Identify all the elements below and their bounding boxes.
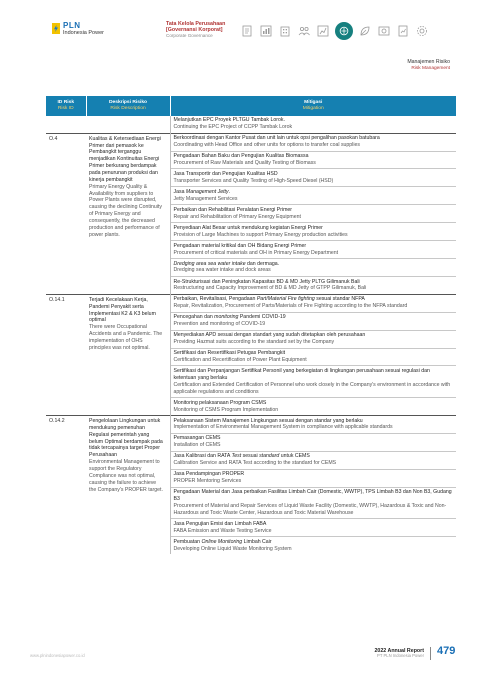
mitigation-text-en: Prevention and monitoring of COVID-19 <box>173 321 266 328</box>
breadcrumb-en: Risk Management <box>411 65 450 71</box>
risk-description-cell <box>86 133 170 294</box>
page-header <box>0 0 480 60</box>
table-row <box>46 133 456 294</box>
page-number: 479 <box>437 645 456 657</box>
header-risk-description-label: Deskripsi Risiko <box>108 100 148 105</box>
mitigation-text-en: Provision of Large Machines to support Primary Energy production activities <box>173 231 348 238</box>
risk-description-en: There were Occupational Accidents and a Pandemic. The implementation of OHS principles was not optimal. <box>89 324 163 351</box>
mitigation-text-en: Transporter Services and Quality Testing of High-Speed Diesel (HSD) <box>173 177 334 184</box>
mitigation-text-en: Installation of CEMS <box>173 442 221 449</box>
mitigation-text-id: Sertifikasi dan Resertifikasi Petugas Pembangkit <box>173 350 286 357</box>
mitigation-text-id: Penyediaan Alat Besar untuk mendukung kegiatan Energi Primer <box>173 224 323 231</box>
mitigation-text-id: Sertifikasi dan Perpanjangan Sertifikat Personil yang berkegiatan di lingkungan perusahaan sesuai regulasi dan ketentuan yang berlaku <box>173 368 430 381</box>
pln-logo-icon <box>52 23 60 34</box>
mitigation-cell <box>170 133 456 294</box>
mitigation-text-id: Menyediakan APD sesuai dengan standart yang sudah ditetapkan oleh perusahaan <box>173 332 366 339</box>
risk-id-cell <box>46 294 86 415</box>
header-risk-description-en: Risk Description <box>110 105 146 111</box>
mitigation-text-id: Berkoordinasi dengan Kantor Pusat dan unit lain untuk opsi pengalihan pasokan batubara <box>173 135 380 142</box>
mitigation-text-id: Jasa Pengujian Emisi dan Limbah FABA <box>173 520 267 527</box>
table-row <box>46 294 456 415</box>
table-row-continuation <box>46 116 456 133</box>
breadcrumb-id: Manajemen Risiko <box>407 59 450 65</box>
mitigation-text-id: Pemasangan CEMS <box>173 435 221 442</box>
risk-id: O.4 <box>49 135 58 142</box>
mitigation-text-en: Certification and Extended Certification of Personnel who work closely in the Company's environment in accordance with applicable regulations and conditions <box>173 381 451 395</box>
mitigation-item <box>171 223 457 241</box>
mitigation-text-en: Coordinating with Head Office and other units for options to transfer coal supplies <box>173 142 360 149</box>
section-title <box>166 21 246 38</box>
footer-url: www.plnindonesiapower.co.id <box>30 653 85 658</box>
risk-description-cell <box>86 294 170 415</box>
mitigation-item <box>171 116 457 133</box>
mitigation-text-id: Jasa Pendampingan PROPER <box>173 471 245 478</box>
mitigation-text-en: Procurement of Raw Materials and Quality Testing of Biomass <box>173 160 316 167</box>
risk-description-en: Primary Energy Quality & Availability from suppliers to Power Plants were disrupted, causing the declining Continuity of Primary Energy and consequently, the decreased production and performance of power plants. <box>89 183 162 238</box>
governance-icon[interactable] <box>335 22 353 40</box>
building-icon[interactable] <box>278 24 292 38</box>
table-header-row <box>46 96 456 116</box>
header-risk-id-en: Risk ID <box>57 105 74 111</box>
risk-description-cell <box>86 116 170 133</box>
mitigation-text-id: Perbaikan dan Rehabilitasi Peralatan Energi Primer <box>173 206 293 213</box>
header-mitigation-en: Mitigation <box>302 105 324 111</box>
footer-divider <box>430 647 431 660</box>
risk-description-en: Environmental Management to support the Regulatory Compliance was not optimal, causing the failure to achieve the Company's PROPER target. <box>89 459 163 493</box>
section-title-line-2: [Governansi Korporat] <box>166 27 223 34</box>
risk-description-id: Terjadi Kecelakaan Kerja, Pandemi Penyakit serta Implementasi K2 & K3 belum optimal <box>89 296 156 324</box>
risk-description-id: Kualitas & Ketersediaan Energi Primer dari pemasok ke Pembangkit terganggu menjadikan Kontinuitas Energi Primer berkurang berdampak pada penurunan produksi dan kinerja pembangkit <box>89 135 161 183</box>
chart-icon[interactable] <box>259 24 273 38</box>
mitigation-text-en: PROPER Mentoring Services <box>173 478 242 485</box>
mitigation-text-en: Dredging sea water intake and dock areas <box>173 267 271 274</box>
mitigation-text-id: Pengadaan Bahan Baku dan Pengujian Kualitas Biomassa <box>173 153 309 160</box>
mitigation-item <box>171 519 457 537</box>
header-risk-description <box>86 96 170 116</box>
company-logo <box>52 22 104 37</box>
mitigation-text-id: Melanjutkan EPC Proyek PLTGU Tambak Lorok. <box>173 117 285 124</box>
footer-report-subtitle: PT PLN Indonesia Power <box>377 653 424 659</box>
footer-report <box>374 648 424 659</box>
mitigation-item <box>171 434 457 452</box>
mitigation-item <box>171 205 457 223</box>
mitigation-text-en: Implementation of Environmental Management System in compliance with applicable standards <box>173 424 393 431</box>
leaf-icon[interactable] <box>358 24 372 38</box>
risk-id: O.14.2 <box>49 417 65 424</box>
mitigation-item <box>171 259 457 277</box>
risk-mitigation-table <box>46 96 456 554</box>
risk-id: O.14.1 <box>49 296 65 303</box>
mitigation-text-en: Providing Hazmat suits according to the standard set by the Company <box>173 339 335 346</box>
section-title-english: Corporate Governance <box>166 33 213 39</box>
risk-id-cell <box>46 415 86 554</box>
mitigation-item <box>171 152 457 170</box>
header-risk-id <box>46 96 86 116</box>
mitigation-item <box>171 313 457 331</box>
mitigation-text-en: Repair, Revitalization, Procurement of Parts/Materials of Fire Fighting according to the NFPA standard <box>173 303 408 310</box>
mitigation-item <box>171 537 457 554</box>
mitigation-item <box>171 187 457 205</box>
mitigation-item <box>171 277 457 294</box>
mitigation-text-en: Certification and Recertification of Power Plant Equipment <box>173 356 307 363</box>
risk-description-cell <box>86 415 170 554</box>
risk-id-cell <box>46 133 86 294</box>
mitigation-text-id: Jasa Management Jetty. <box>173 188 231 195</box>
mitigation-item <box>171 331 457 349</box>
mitigation-text-en: Repair and Rehabilitation of Primary Energy Equipment <box>173 213 301 220</box>
logo-subtitle: Indonesia Power <box>63 30 104 36</box>
mitigation-item <box>171 452 457 470</box>
finance-icon[interactable] <box>377 24 391 38</box>
mitigation-text-id: Monitoring pelaksanaan Program CSMS <box>173 399 267 406</box>
section-title-line-1: Tata Kelola Perusahaan <box>166 21 226 27</box>
mitigation-text-id: Pengadaan material kritikal dan OH Bidang Energi Primer <box>173 242 307 249</box>
header-mitigation-label: Mitigasi <box>304 100 323 105</box>
mitigation-cell <box>170 294 456 415</box>
logo-title: PLN <box>63 21 81 30</box>
table-row <box>46 415 456 554</box>
mitigation-text-id: Pembuatan Online Monitoring Limbah Cair <box>173 538 272 545</box>
chapter-nav <box>240 24 429 40</box>
mitigation-text-id: Jasa Kalibrasi dan RATA Test sesuai standard untuk CEMS <box>173 453 310 460</box>
mitigation-text-id: Pelaksanaan Sistem Manajemen Lingkungan sesuai dengan standar yang berlaku <box>173 417 363 424</box>
mitigation-item <box>171 134 457 152</box>
header-risk-id-label: ID Risk <box>57 100 75 105</box>
mitigation-text-en: Restructuring and Capacity Improvement of BD & MD Jetty of GTPP Gilimanuk, Bali <box>173 285 367 292</box>
mitigation-text-en: FABA Emission and Waste Testing Service <box>173 527 272 534</box>
report-icon[interactable] <box>396 24 410 38</box>
document-icon[interactable] <box>240 24 254 38</box>
mitigation-text-id: Jasa Transportir dan Pengujian Kualitas HSD <box>173 171 278 178</box>
mitigation-item <box>171 416 457 434</box>
mitigation-cell <box>170 116 456 133</box>
mitigation-cell <box>170 415 456 554</box>
mitigation-text-en: Calibration Service and RATA Test according to the standard for CEMS <box>173 460 337 467</box>
settings-icon[interactable] <box>415 24 429 38</box>
mitigation-item <box>171 295 457 313</box>
mitigation-text-id: Pengadaan Material dan Jasa perbaikan Fasilitas Limbah Cair (Domestic, WWTP), TPS Limbah B3 dan Non B3, Gudang B3 <box>173 489 452 503</box>
breadcrumb <box>407 60 450 71</box>
risk-description-id: Pengelolaan Lingkungan untuk mendukung pemenuhan Regulasi pemerintah yang belum Optimal berdampak pada tidak tercapainya target Proper Perusahaan <box>89 417 163 459</box>
people-icon[interactable] <box>297 24 311 38</box>
mitigation-text-en: Continuing the EPC Project of CCPP Tambak Lorok <box>173 124 293 131</box>
mitigation-item <box>171 366 457 398</box>
mitigation-item <box>171 349 457 367</box>
mitigation-text-id: Perbaikan, Revitalisasi, Pengadaan Part/Material Fire fighting sesuai standar NFPA <box>173 296 365 303</box>
mitigation-text-en: Procurement of Material and Repair Services of Liquid Waste Facility (Domestic, WWTP), Hazardous & Toxic and Non-Hazardous and Toxic Waste Center, Hazardous and Toxic Material Warehouse <box>173 502 447 516</box>
mitigation-item <box>171 398 457 415</box>
mitigation-item <box>171 169 457 187</box>
mitigation-item <box>171 241 457 259</box>
mitigation-text-id: Dredging area sea water intake dan dermaga. <box>173 260 280 267</box>
mitigation-item <box>171 470 457 488</box>
mitigation-text-en: Monitoring of CSMS Program Implementation <box>173 406 279 413</box>
header-mitigation <box>170 96 456 116</box>
mitigation-text-en: Developing Online Liquid Waste Monitoring System <box>173 545 292 552</box>
risk-id-cell <box>46 116 86 133</box>
mitigation-text-en: Jetty Management Services <box>173 195 238 202</box>
mitigation-item <box>171 488 457 520</box>
footer-report-title: 2022 Annual Report <box>374 648 424 654</box>
mitigation-text-en: Procurement of critical materials and OH in Primary Energy Department <box>173 249 339 256</box>
strategy-icon[interactable] <box>316 24 330 38</box>
mitigation-text-id: Re-Strukturisasi dan Peningkatan Kapasitas BD & MD Jetty PLTG Gilimanuk Bali <box>173 278 360 285</box>
mitigation-text-id: Pencegahan dan monitoring Pandemi COVID-19 <box>173 314 286 321</box>
